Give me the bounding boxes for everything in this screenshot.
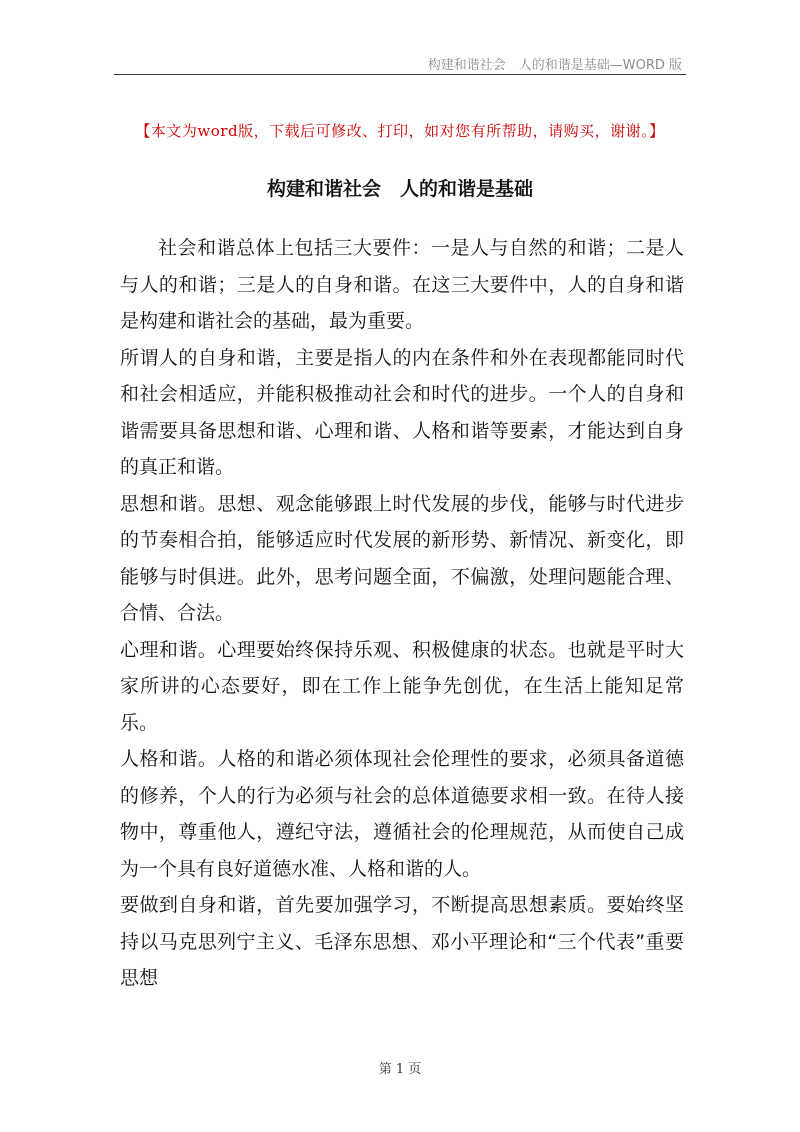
paragraph-thought-harmony: 思想和谐。思想、观念能够跟上时代发展的步伐，能够与时代进步的节奏相合拍，能够适应时代发展的新形势、新情况、新变化，即能够与时俱进。此外，思考问题全面，不偏激，处理问题能合理、合情、合法。 <box>120 492 684 624</box>
document-body <box>120 230 684 997</box>
header-divider <box>114 74 686 75</box>
page-number: 第 1 页 <box>378 1062 422 1077</box>
paragraph-how-to: 要做到自身和谐，首先要加强学习，不断提高思想素质。要始终坚持以马克思列宁主义、毛泽东思想、邓小平理论和“三个代表”重要思想 <box>120 894 684 989</box>
paragraph-psychological-harmony: 心理和谐。心理要始终保持乐观、积极健康的状态。也就是平时大家所讲的心态要好，即在工作上能争先创优，在生活上能知足常乐。 <box>120 638 684 734</box>
document-title: 构建和谐社会 人的和谐是基础 <box>266 178 533 200</box>
running-header: 构建和谐社会 人的和谐是基础—WORD 版 <box>427 58 682 73</box>
paragraph-definition: 所谓人的自身和谐，主要是指人的内在条件和外在表现都能同时代和社会相适应，并能积极推动社会和时代的进步。一个人的自身和谐需要具备思想和谐、心理和谐、人格和谐等要素，才能达到自身的真正和谐。 <box>120 346 684 478</box>
paragraph-intro: 社会和谐总体上包括三大要件：一是人与自然的和谐；二是人与人的和谐；三是人的自身和谐。在这三大要件中，人的自身和谐是构建和谐社会的基础，最为重要。 <box>120 237 684 332</box>
paragraph-personality-harmony: 人格和谐。人格的和谐必须体现社会伦理性的要求，必须具备道德的修养，个人的行为必须与社会的总体道德要求相一致。在待人接物中，尊重他人，遵纪守法，遵循社会的伦理规范，从而使自己成为一个具有良好道德水准、人格和谐的人。 <box>120 748 684 880</box>
purchase-notice: 【本文为word版，下载后可修改、打印，如对您有所帮助，请购买，谢谢。】 <box>135 122 665 140</box>
